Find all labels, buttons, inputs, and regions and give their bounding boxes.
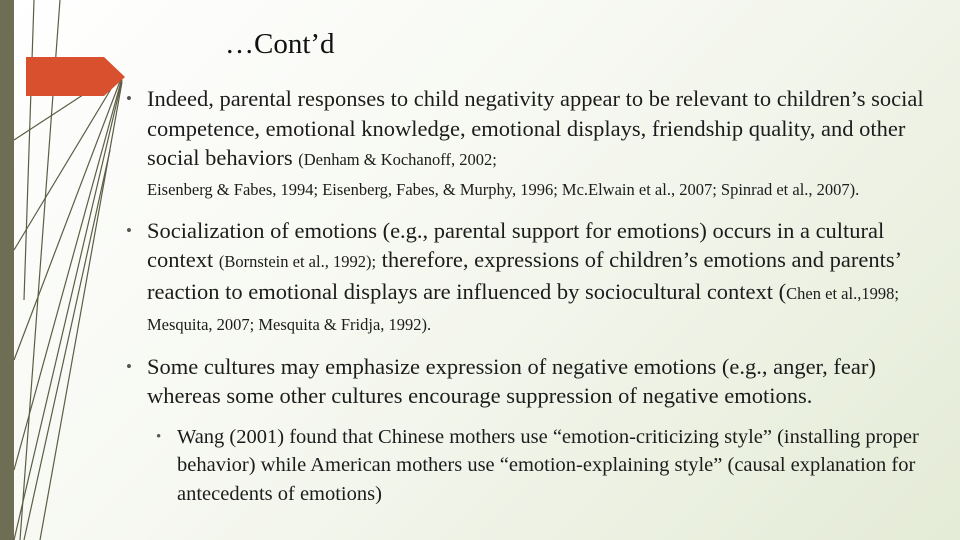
bullet-3-text: Some cultures may emphasize expression of negative emotions (e.g., anger, fear) whereas some other cultures encourage suppression of negative emotions.	[147, 353, 876, 408]
bullet-2-citation-a: (Bornstein et al., 1992);	[218, 252, 377, 271]
bullet-1-citation-inline: (Denham & Kochanoff, 2002;	[298, 150, 497, 169]
bullet-2-text-b: therefore, expressions of children’s emotions and parents’ reaction to emotional displays are influenced by sociocultural context (	[147, 247, 901, 304]
bullet-icon: •	[126, 89, 132, 108]
bullet-3	[126, 352, 931, 411]
bullet-1-text: Indeed, parental responses to child negativity appear to be relevant to children’s social competence, emotional knowledge, emotional displays, friendship quality, and other social behaviors	[147, 86, 924, 170]
sub-bullet-icon: •	[156, 428, 162, 445]
accent-arrow	[26, 57, 125, 96]
sub-bullet-text: Wang (2001) found that Chinese mothers use “emotion-criticizing style” (installing proper behavior) while American mothers use “emotion-explaining style” (causal explanation for antecedents of emotions)	[177, 425, 919, 505]
slide-content	[126, 84, 931, 508]
bullet-icon: •	[126, 356, 132, 376]
bullet-2-text-a: Socialization of emotions (e.g., parental support for emotions) occurs in a cultural context	[147, 217, 885, 272]
slide-title: …Cont’d	[225, 28, 335, 60]
bullet-1	[126, 84, 931, 202]
decorative-lines	[0, 0, 140, 540]
sub-bullet	[156, 423, 931, 509]
bullet-1-citation-block: Eisenberg & Fabes, 1994; Eisenberg, Fabes, & Murphy, 1996; Mc.Elwain et al., 2007; Spinrad et al., 2007).	[147, 179, 860, 199]
bullet-2-citation-b: Chen et al.,1998; Mesquita, 2007; Mesquita & Fridja, 1992).	[147, 283, 899, 334]
bullet-2	[126, 216, 931, 340]
bullet-icon: •	[126, 220, 132, 240]
